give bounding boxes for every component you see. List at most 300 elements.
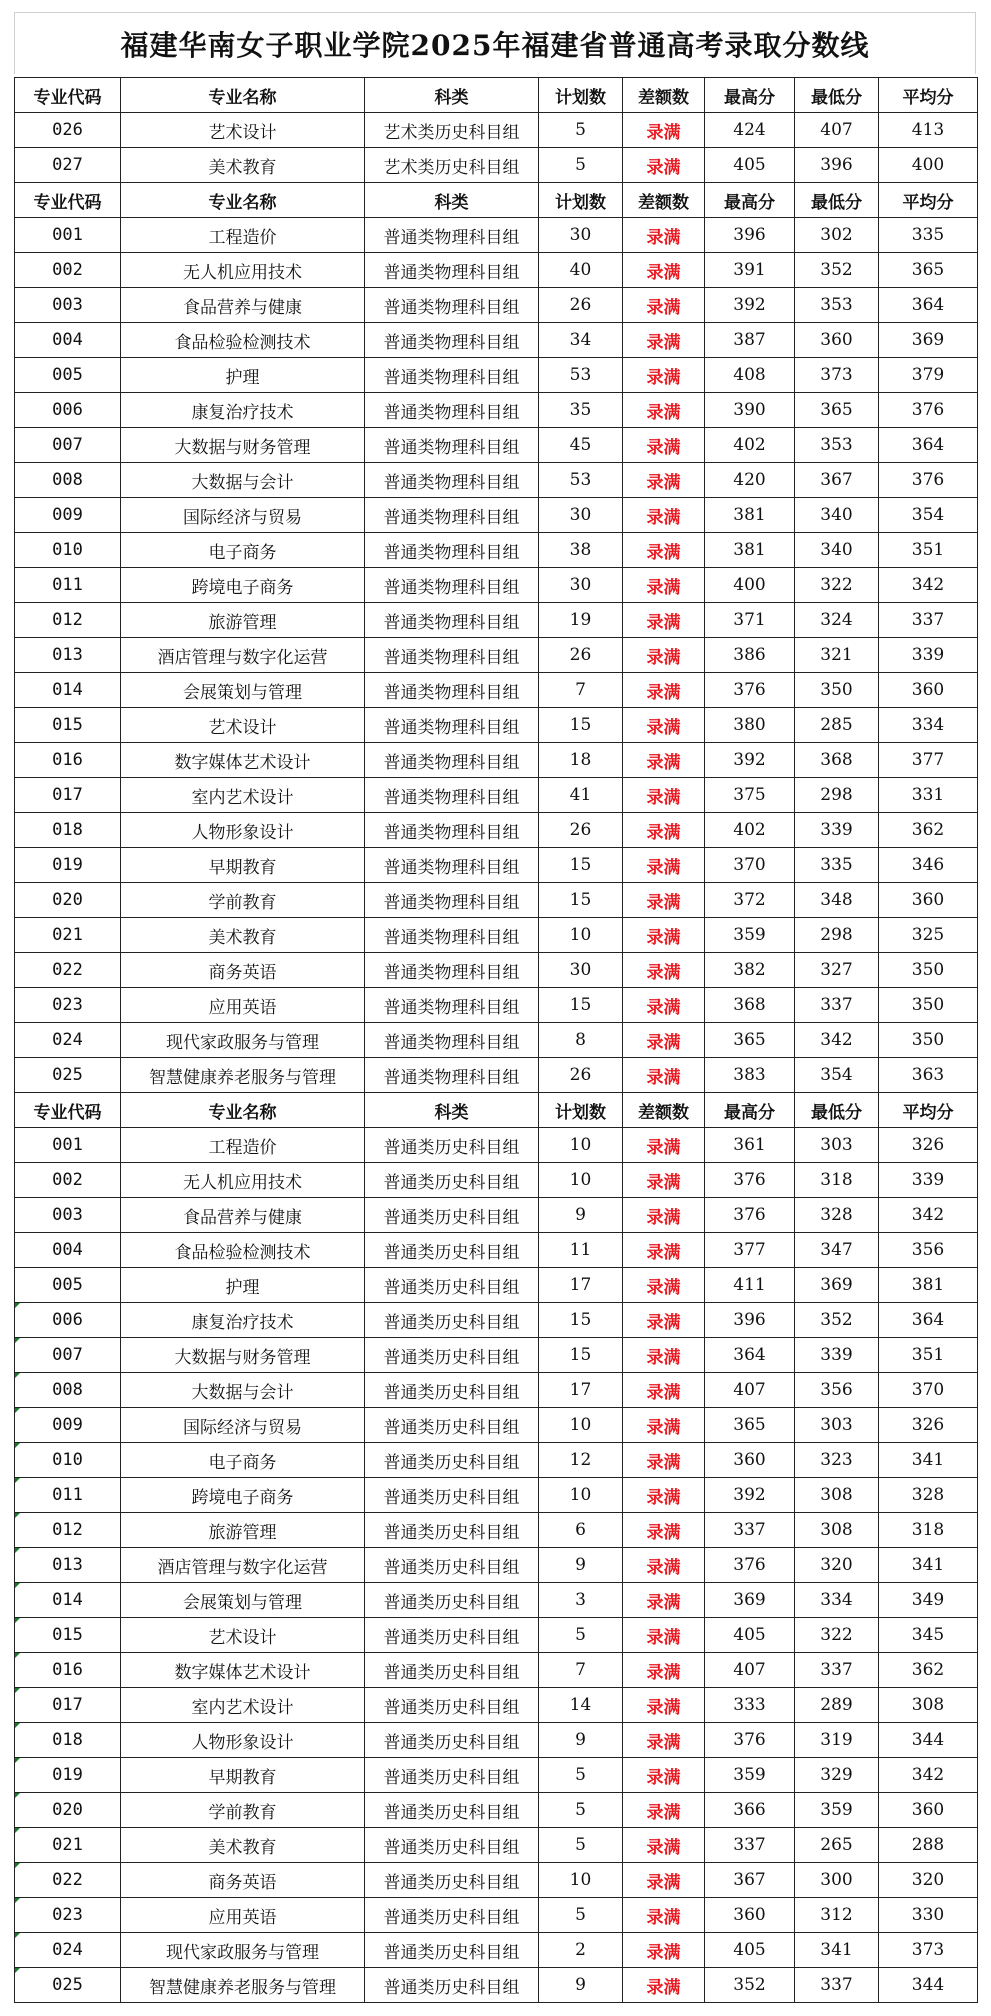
cell-min: 337: [795, 1653, 879, 1688]
cell-category: 普通类物理科目组: [365, 953, 539, 988]
cell-category: 普通类物理科目组: [365, 498, 539, 533]
cell-min: 353: [795, 288, 879, 323]
cell-plan: 17: [539, 1373, 623, 1408]
cell-max: 376: [705, 1723, 795, 1758]
cell-plan: 15: [539, 988, 623, 1023]
cell-gap: 录满: [623, 148, 705, 183]
cell-name: 食品营养与健康: [121, 1198, 365, 1233]
table-row: [15, 953, 978, 988]
table-row: [15, 1443, 978, 1478]
table-row: [15, 533, 978, 568]
cell-plan: 5: [539, 1898, 623, 1933]
cell-name: 护理: [121, 1268, 365, 1303]
cell-avg: 379: [879, 358, 978, 393]
table-row: [15, 393, 978, 428]
cell-name: 应用英语: [121, 1898, 365, 1933]
cell-name: 跨境电子商务: [121, 568, 365, 603]
table-row: [15, 253, 978, 288]
cell-min: 328: [795, 1198, 879, 1233]
cell-min: 324: [795, 603, 879, 638]
cell-category: 普通类历史科目组: [365, 1828, 539, 1863]
cell-gap: 录满: [623, 1373, 705, 1408]
table-row: [15, 1828, 978, 1863]
cell-name: 现代家政服务与管理: [121, 1023, 365, 1058]
cell-min: 335: [795, 848, 879, 883]
cell-max: 405: [705, 1933, 795, 1968]
cell-name: 商务英语: [121, 953, 365, 988]
cell-plan: 9: [539, 1968, 623, 2003]
table-header-row: [15, 1093, 978, 1128]
table-row: [15, 1653, 978, 1688]
cell-plan: 5: [539, 1758, 623, 1793]
cell-code: 025: [15, 1058, 121, 1093]
cell-plan: 12: [539, 1443, 623, 1478]
table-row: [15, 568, 978, 603]
cell-code: 024: [15, 1023, 121, 1058]
table-row: [15, 1723, 978, 1758]
cell-avg: 346: [879, 848, 978, 883]
cell-name: 大数据与财务管理: [121, 1338, 365, 1373]
cell-category: 普通类物理科目组: [365, 323, 539, 358]
cell-avg: 342: [879, 1758, 978, 1793]
cell-gap: 录满: [623, 1303, 705, 1338]
header-name: 专业名称: [121, 78, 365, 113]
header-avg: 平均分: [879, 183, 978, 218]
cell-gap: 录满: [623, 1828, 705, 1863]
cell-gap: 录满: [623, 1548, 705, 1583]
cell-avg: 288: [879, 1828, 978, 1863]
cell-gap: 录满: [623, 708, 705, 743]
header-max: 最高分: [705, 78, 795, 113]
page-title: 福建华南女子职业学院2025年福建省普通高考录取分数线: [14, 12, 976, 74]
cell-category: 艺术类历史科目组: [365, 113, 539, 148]
cell-code: 010: [15, 1443, 121, 1478]
cell-avg: 337: [879, 603, 978, 638]
cell-min: 321: [795, 638, 879, 673]
cell-category: 普通类物理科目组: [365, 603, 539, 638]
cell-avg: 344: [879, 1968, 978, 2003]
cell-avg: 376: [879, 463, 978, 498]
cell-category: 普通类物理科目组: [365, 358, 539, 393]
cell-category: 普通类物理科目组: [365, 708, 539, 743]
table-row: [15, 113, 978, 148]
cell-name: 食品检验检测技术: [121, 323, 365, 358]
cell-code: 024: [15, 1933, 121, 1968]
cell-min: 285: [795, 708, 879, 743]
cell-code: 020: [15, 883, 121, 918]
table-row: [15, 428, 978, 463]
cell-category: 普通类物理科目组: [365, 638, 539, 673]
cell-name: 学前教育: [121, 883, 365, 918]
cell-avg: 335: [879, 218, 978, 253]
cell-plan: 26: [539, 288, 623, 323]
header-gap: 差额数: [623, 1093, 705, 1128]
header-plan: 计划数: [539, 1093, 623, 1128]
table-row: [15, 1338, 978, 1373]
table-row: [15, 1548, 978, 1583]
cell-max: 377: [705, 1233, 795, 1268]
cell-code: 018: [15, 813, 121, 848]
cell-avg: 400: [879, 148, 978, 183]
cell-code: 027: [15, 148, 121, 183]
cell-avg: 320: [879, 1863, 978, 1898]
cell-plan: 30: [539, 953, 623, 988]
cell-min: 359: [795, 1793, 879, 1828]
cell-gap: 录满: [623, 498, 705, 533]
table-row: [15, 1163, 978, 1198]
cell-max: 369: [705, 1583, 795, 1618]
cell-category: 普通类历史科目组: [365, 1478, 539, 1513]
cell-gap: 录满: [623, 1513, 705, 1548]
cell-gap: 录满: [623, 918, 705, 953]
cell-max: 365: [705, 1023, 795, 1058]
cell-max: 337: [705, 1513, 795, 1548]
table-row: [15, 1933, 978, 1968]
cell-min: 334: [795, 1583, 879, 1618]
cell-category: 普通类历史科目组: [365, 1198, 539, 1233]
cell-plan: 2: [539, 1933, 623, 1968]
cell-gap: 录满: [623, 463, 705, 498]
cell-gap: 录满: [623, 1338, 705, 1373]
table-row: [15, 498, 978, 533]
header-min: 最低分: [795, 1093, 879, 1128]
table-row: [15, 218, 978, 253]
cell-avg: 360: [879, 673, 978, 708]
table-row: [15, 988, 978, 1023]
cell-code: 022: [15, 953, 121, 988]
cell-min: 369: [795, 1268, 879, 1303]
cell-max: 376: [705, 673, 795, 708]
cell-avg: 360: [879, 1793, 978, 1828]
table-row: [15, 1408, 978, 1443]
cell-gap: 录满: [623, 743, 705, 778]
cell-code: 011: [15, 1478, 121, 1513]
cell-plan: 35: [539, 393, 623, 428]
cell-code: 017: [15, 1688, 121, 1723]
table-row: [15, 463, 978, 498]
cell-plan: 40: [539, 253, 623, 288]
cell-max: 381: [705, 533, 795, 568]
cell-code: 019: [15, 1758, 121, 1793]
cell-min: 339: [795, 813, 879, 848]
cell-code: 010: [15, 533, 121, 568]
cell-code: 007: [15, 428, 121, 463]
cell-min: 368: [795, 743, 879, 778]
cell-plan: 9: [539, 1723, 623, 1758]
cell-name: 室内艺术设计: [121, 778, 365, 813]
cell-gap: 录满: [623, 323, 705, 358]
cell-category: 普通类历史科目组: [365, 1758, 539, 1793]
cell-max: 380: [705, 708, 795, 743]
cell-min: 329: [795, 1758, 879, 1793]
cell-gap: 录满: [623, 1758, 705, 1793]
cell-gap: 录满: [623, 813, 705, 848]
cell-plan: 53: [539, 358, 623, 393]
cell-avg: 413: [879, 113, 978, 148]
cell-avg: 349: [879, 1583, 978, 1618]
table-row: [15, 1023, 978, 1058]
cell-max: 390: [705, 393, 795, 428]
cell-category: 普通类物理科目组: [365, 778, 539, 813]
cell-category: 普通类历史科目组: [365, 1373, 539, 1408]
cell-plan: 11: [539, 1233, 623, 1268]
cell-max: 396: [705, 218, 795, 253]
cell-min: 312: [795, 1898, 879, 1933]
cell-name: 食品营养与健康: [121, 288, 365, 323]
cell-avg: 364: [879, 428, 978, 463]
cell-name: 大数据与会计: [121, 1373, 365, 1408]
cell-avg: 342: [879, 568, 978, 603]
cell-category: 普通类历史科目组: [365, 1583, 539, 1618]
cell-min: 298: [795, 778, 879, 813]
cell-code: 016: [15, 1653, 121, 1688]
cell-avg: 326: [879, 1128, 978, 1163]
cell-code: 001: [15, 1128, 121, 1163]
cell-min: 348: [795, 883, 879, 918]
cell-min: 308: [795, 1478, 879, 1513]
cell-avg: 354: [879, 498, 978, 533]
cell-code: 014: [15, 673, 121, 708]
cell-gap: 录满: [623, 358, 705, 393]
cell-code: 002: [15, 253, 121, 288]
cell-avg: 356: [879, 1233, 978, 1268]
cell-max: 408: [705, 358, 795, 393]
cell-max: 333: [705, 1688, 795, 1723]
cell-category: 普通类物理科目组: [365, 253, 539, 288]
cell-category: 普通类物理科目组: [365, 848, 539, 883]
cell-name: 早期教育: [121, 1758, 365, 1793]
cell-category: 普通类历史科目组: [365, 1688, 539, 1723]
cell-gap: 录满: [623, 1898, 705, 1933]
table-row: [15, 1863, 978, 1898]
cell-plan: 17: [539, 1268, 623, 1303]
cell-gap: 录满: [623, 568, 705, 603]
cell-min: 322: [795, 568, 879, 603]
cell-plan: 5: [539, 1793, 623, 1828]
cell-category: 普通类历史科目组: [365, 1933, 539, 1968]
cell-avg: 342: [879, 1198, 978, 1233]
cell-category: 普通类历史科目组: [365, 1513, 539, 1548]
cell-code: 014: [15, 1583, 121, 1618]
cell-avg: 360: [879, 883, 978, 918]
cell-gap: 录满: [623, 673, 705, 708]
cell-max: 402: [705, 428, 795, 463]
cell-max: 352: [705, 1968, 795, 2003]
cell-avg: 351: [879, 1338, 978, 1373]
cell-max: 371: [705, 603, 795, 638]
cell-name: 大数据与财务管理: [121, 428, 365, 463]
cell-min: 347: [795, 1233, 879, 1268]
cell-category: 普通类历史科目组: [365, 1863, 539, 1898]
cell-avg: 339: [879, 1163, 978, 1198]
cell-max: 420: [705, 463, 795, 498]
cell-name: 国际经济与贸易: [121, 498, 365, 533]
table-row: [15, 1478, 978, 1513]
table-row: [15, 1793, 978, 1828]
cell-avg: 362: [879, 1653, 978, 1688]
cell-max: 365: [705, 1408, 795, 1443]
cell-code: 001: [15, 218, 121, 253]
cell-code: 003: [15, 1198, 121, 1233]
cell-name: 康复治疗技术: [121, 393, 365, 428]
cell-max: 376: [705, 1163, 795, 1198]
cell-avg: 381: [879, 1268, 978, 1303]
cell-category: 普通类物理科目组: [365, 393, 539, 428]
header-category: 科类: [365, 78, 539, 113]
table-row: [15, 358, 978, 393]
cell-max: 407: [705, 1653, 795, 1688]
cell-max: 405: [705, 148, 795, 183]
cell-plan: 10: [539, 1863, 623, 1898]
cell-code: 012: [15, 1513, 121, 1548]
cell-code: 020: [15, 1793, 121, 1828]
cell-gap: 录满: [623, 778, 705, 813]
cell-gap: 录满: [623, 1058, 705, 1093]
cell-name: 会展策划与管理: [121, 673, 365, 708]
header-min: 最低分: [795, 183, 879, 218]
cell-code: 004: [15, 1233, 121, 1268]
table-row: [15, 1268, 978, 1303]
cell-name: 应用英语: [121, 988, 365, 1023]
cell-category: 普通类物理科目组: [365, 673, 539, 708]
cell-name: 电子商务: [121, 533, 365, 568]
header-min: 最低分: [795, 78, 879, 113]
cell-category: 普通类历史科目组: [365, 1303, 539, 1338]
cell-max: 361: [705, 1128, 795, 1163]
cell-name: 商务英语: [121, 1863, 365, 1898]
cell-category: 艺术类历史科目组: [365, 148, 539, 183]
table-row: [15, 1373, 978, 1408]
cell-plan: 34: [539, 323, 623, 358]
table-row: [15, 673, 978, 708]
cell-code: 002: [15, 1163, 121, 1198]
table-row: [15, 708, 978, 743]
header-gap: 差额数: [623, 183, 705, 218]
cell-max: 383: [705, 1058, 795, 1093]
cell-min: 340: [795, 533, 879, 568]
cell-max: 411: [705, 1268, 795, 1303]
cell-plan: 15: [539, 1338, 623, 1373]
cell-code: 009: [15, 498, 121, 533]
cell-min: 303: [795, 1128, 879, 1163]
table-header-row: [15, 78, 978, 113]
cell-name: 现代家政服务与管理: [121, 1933, 365, 1968]
cell-plan: 15: [539, 848, 623, 883]
cell-min: 340: [795, 498, 879, 533]
cell-gap: 录满: [623, 253, 705, 288]
cell-code: 015: [15, 1618, 121, 1653]
cell-category: 普通类历史科目组: [365, 1653, 539, 1688]
cell-gap: 录满: [623, 1233, 705, 1268]
cell-gap: 录满: [623, 1443, 705, 1478]
cell-avg: 344: [879, 1723, 978, 1758]
cell-category: 普通类历史科目组: [365, 1618, 539, 1653]
cell-plan: 5: [539, 1618, 623, 1653]
cell-avg: 345: [879, 1618, 978, 1653]
cell-avg: 363: [879, 1058, 978, 1093]
cell-avg: 350: [879, 953, 978, 988]
cell-category: 普通类历史科目组: [365, 1268, 539, 1303]
cell-min: 350: [795, 673, 879, 708]
cell-gap: 录满: [623, 1268, 705, 1303]
cell-avg: 339: [879, 638, 978, 673]
cell-min: 322: [795, 1618, 879, 1653]
cell-avg: 326: [879, 1408, 978, 1443]
cell-name: 食品检验检测技术: [121, 1233, 365, 1268]
cell-category: 普通类历史科目组: [365, 1723, 539, 1758]
cell-code: 023: [15, 988, 121, 1023]
cell-max: 381: [705, 498, 795, 533]
cell-name: 美术教育: [121, 1828, 365, 1863]
table-row: [15, 1968, 978, 2003]
table-row: [15, 918, 978, 953]
cell-gap: 录满: [623, 288, 705, 323]
cell-avg: 364: [879, 288, 978, 323]
cell-category: 普通类历史科目组: [365, 1128, 539, 1163]
cell-name: 国际经济与贸易: [121, 1408, 365, 1443]
cell-gap: 录满: [623, 848, 705, 883]
cell-plan: 6: [539, 1513, 623, 1548]
cell-gap: 录满: [623, 953, 705, 988]
cell-min: 337: [795, 1968, 879, 2003]
admission-score-table: [14, 77, 978, 2003]
cell-min: 265: [795, 1828, 879, 1863]
cell-code: 021: [15, 918, 121, 953]
cell-max: 402: [705, 813, 795, 848]
cell-category: 普通类物理科目组: [365, 218, 539, 253]
cell-gap: 录满: [623, 1863, 705, 1898]
cell-code: 009: [15, 1408, 121, 1443]
cell-avg: 334: [879, 708, 978, 743]
cell-name: 美术教育: [121, 918, 365, 953]
cell-max: 368: [705, 988, 795, 1023]
cell-max: 376: [705, 1198, 795, 1233]
cell-gap: 录满: [623, 218, 705, 253]
cell-plan: 30: [539, 218, 623, 253]
cell-gap: 录满: [623, 393, 705, 428]
cell-gap: 录满: [623, 638, 705, 673]
cell-name: 会展策划与管理: [121, 1583, 365, 1618]
cell-max: 396: [705, 1303, 795, 1338]
cell-max: 337: [705, 1828, 795, 1863]
cell-min: 327: [795, 953, 879, 988]
cell-gap: 录满: [623, 1198, 705, 1233]
cell-code: 012: [15, 603, 121, 638]
cell-plan: 15: [539, 708, 623, 743]
cell-min: 337: [795, 988, 879, 1023]
cell-plan: 45: [539, 428, 623, 463]
cell-category: 普通类物理科目组: [365, 813, 539, 848]
header-code: 专业代码: [15, 78, 121, 113]
cell-name: 早期教育: [121, 848, 365, 883]
cell-min: 303: [795, 1408, 879, 1443]
cell-avg: 365: [879, 253, 978, 288]
cell-max: 376: [705, 1548, 795, 1583]
cell-avg: 369: [879, 323, 978, 358]
cell-category: 普通类物理科目组: [365, 288, 539, 323]
cell-name: 室内艺术设计: [121, 1688, 365, 1723]
cell-code: 013: [15, 638, 121, 673]
cell-code: 019: [15, 848, 121, 883]
cell-gap: 录满: [623, 1793, 705, 1828]
cell-plan: 19: [539, 603, 623, 638]
table-row: [15, 1898, 978, 1933]
header-code: 专业代码: [15, 183, 121, 218]
cell-code: 005: [15, 1268, 121, 1303]
cell-plan: 9: [539, 1198, 623, 1233]
table-row: [15, 1618, 978, 1653]
cell-code: 007: [15, 1338, 121, 1373]
